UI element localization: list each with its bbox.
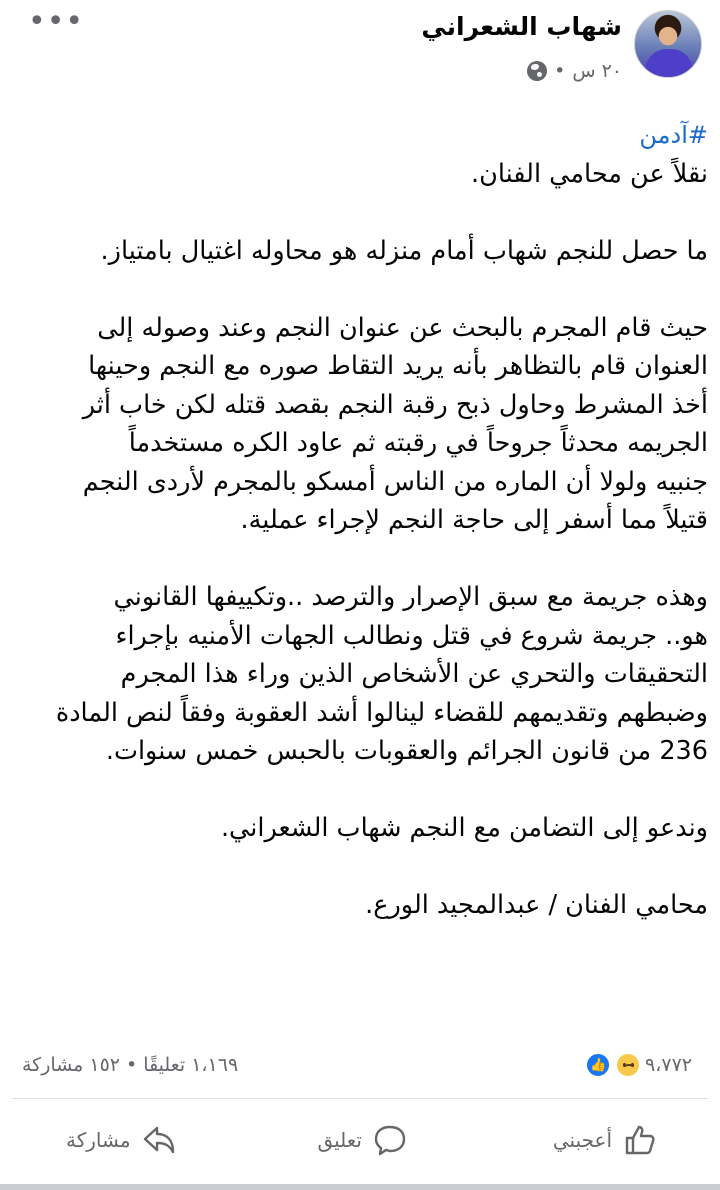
sad-reaction-icon [615, 1052, 641, 1078]
comments-shares-count[interactable]: ١،١٦٩ تعليقًا • ١٥٢ مشاركة [22, 1054, 239, 1076]
post-line: محامي الفنان / عبدالمجيد الورع. [365, 890, 708, 920]
share-button[interactable] [66, 1122, 177, 1158]
comment-label: تعليق [317, 1128, 362, 1152]
post-line: أخذ المشرط وحاول ذبح رقبة النجم بقصد قتله لكن خاب أثر [82, 389, 708, 420]
share-label: مشاركة [66, 1128, 131, 1152]
post-body [8, 116, 708, 925]
post-line: وهذه جريمة مع سبق الإصرار والترصد ..وتكييفها القانوني [113, 582, 708, 612]
post-line: الجريمه محدثاً جروحاً في رقبته ثم عاود الكره مستخدماً [128, 428, 708, 458]
post-line: ما حصل للنجم شهاب أمام منزله هو محاوله اغتيال بامتياز. [100, 235, 708, 266]
like-button[interactable] [553, 1122, 658, 1158]
post-line: وضبطهم وتقديمهم للقضاء لينالوا أشد العقوبة وفقاً لنص المادة [55, 697, 708, 728]
share-icon [141, 1122, 177, 1158]
post-line: التحقيقات والتحري عن الأشخاص الذين وراء هذا المجرم [120, 659, 708, 689]
post-header [0, 0, 720, 100]
like-label: أعجبني [552, 1128, 612, 1152]
hashtag-link[interactable]: #آدمن [639, 121, 708, 149]
author-avatar[interactable] [634, 10, 702, 78]
reactions-summary[interactable] [589, 1052, 698, 1078]
post-stats [0, 1052, 720, 1082]
post-time[interactable]: ٢٠ س [572, 60, 622, 82]
thumbs-up-icon [622, 1122, 658, 1158]
divider [12, 1098, 708, 1099]
author-name[interactable]: شهاب الشعراني [421, 12, 622, 41]
feed-separator [0, 1184, 720, 1190]
post-line: وندعو إلى التضامن مع النجم شهاب الشعراني. [220, 813, 708, 843]
post-line: جنبيه ولولا أن الماره من الناس أمسكو بالمجرم لأردى النجم [82, 466, 708, 497]
post-line: حيث قام المجرم بالبحث عن عنوان النجم وعند وصوله إلى [97, 312, 708, 343]
reaction-count: ٩،٧٧٢ [645, 1054, 692, 1076]
like-reaction-icon: 👍 [585, 1052, 611, 1078]
post-meta [527, 60, 622, 82]
meta-separator: • [554, 60, 566, 82]
comment-icon [372, 1122, 408, 1158]
post-line: هو.. جريمة شروع في قتل ونطالب الجهات الأمنيه بإجراء [115, 620, 708, 651]
globe-icon[interactable] [527, 61, 547, 81]
comment-button[interactable] [317, 1122, 408, 1158]
post-line: العنوان قام بالتظاهر بأنه يريد التقاط صوره مع النجم وحينها [88, 351, 708, 381]
post-line: 236 من قانون الجرائم والعقوبات بالحبس خمس سنوات. [105, 736, 708, 766]
post-line: قتيلاً مما أسفر إلى حاجة النجم لإجراء عملية. [240, 505, 708, 535]
more-options-icon[interactable]: ••• [28, 4, 85, 39]
post-line: نقلاً عن محامي الفنان. [470, 158, 708, 189]
action-bar [0, 1108, 720, 1178]
